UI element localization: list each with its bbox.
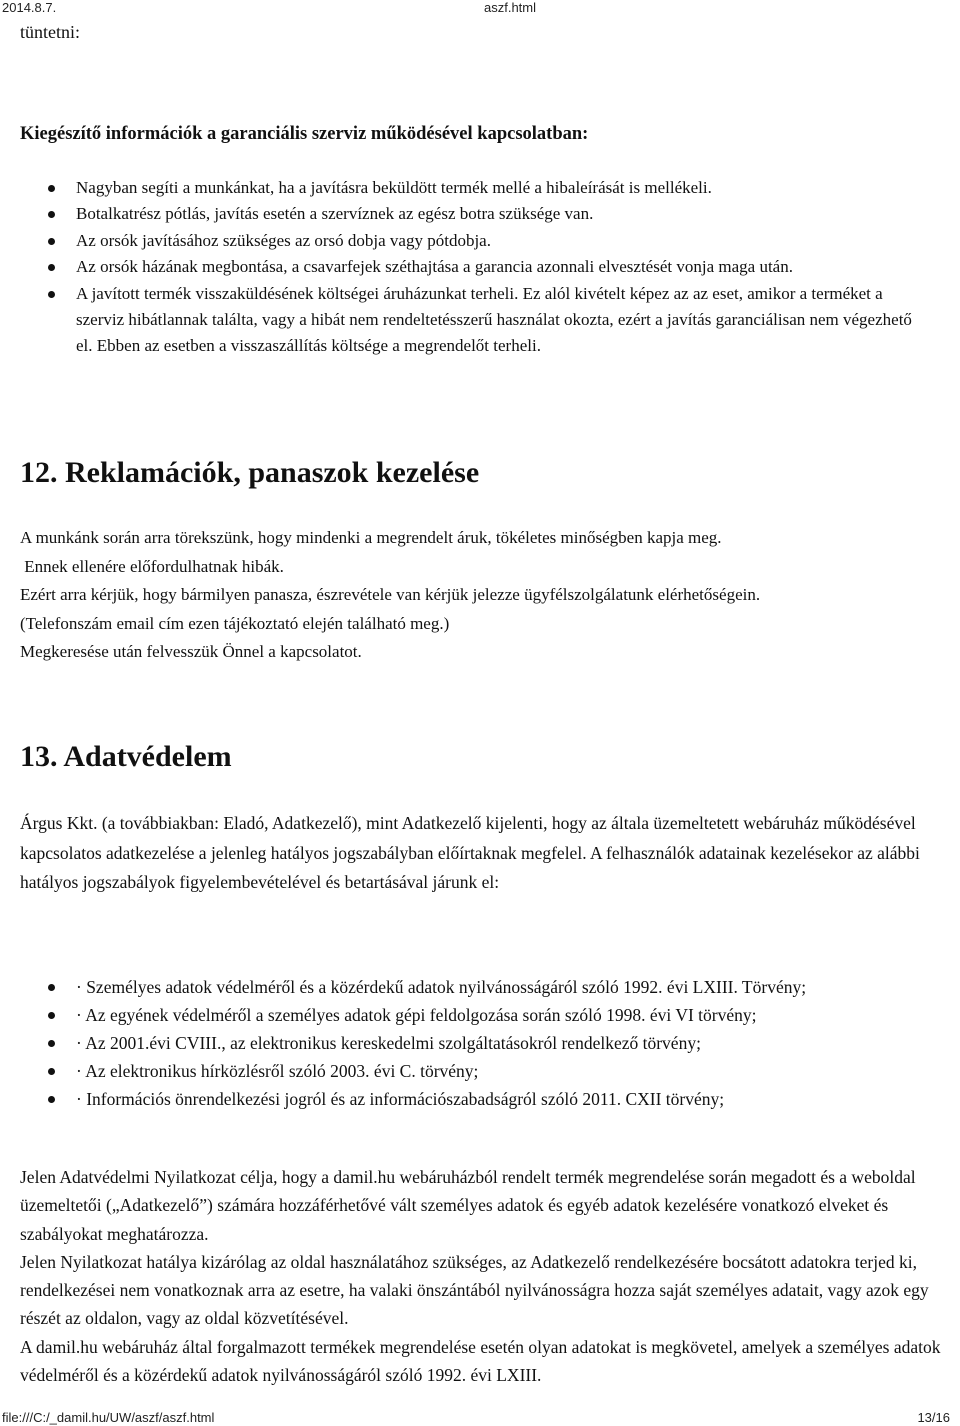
list-item: · Az 2001.évi CVIII., az elektronikus kereskedelmi szolgáltatásokról rendelkező törvény; <box>0 1029 920 1057</box>
body-line: Ezért arra kérjük, hogy bármilyen panasza, észrevétele van kérjük jelezze ügyfélszolgálatunk elérhetőségein. <box>20 585 761 604</box>
page-header <box>0 0 960 14</box>
list-item: Nagyban segíti a munkánkat, ha a javításra beküldött termék mellé a hibaleírását is mellékeli. <box>0 175 950 201</box>
body-paragraph: Jelen Nyilatkozat hatálya kizárólag az oldal használatához szükséges, az Adatkezelő rendelkezésére bocsátott adatokra terjed ki, rendelkezései nem vonatkoznak arra az esetre, ha valaki önszántából nyilvánosságra hozza saját személyes adatait, vagy azok egy részét az oldalon, vagy az oldal közvetítésével. <box>20 1251 929 1329</box>
list-item: · Információs önrendelkezési jogról és az információszabadságról szóló 2011. CXII törvény; <box>0 1085 920 1113</box>
body-line: A munkánk során arra törekszünk, hogy mindenki a megrendelt áruk, tökéletes minőségben kapja meg. <box>20 528 722 547</box>
body-paragraph: A damil.hu webáruház által forgalmazott termékek megrendelése esetén olyan adatokat is megkövetel, amelyek a személyes adatok védelméről és a közérdekű adatok nyilvánosságáról szóló 1992. évi LXIII. <box>20 1336 941 1386</box>
laws-list <box>0 973 920 1113</box>
body-line: Megkeresése után felvesszük Önnel a kapcsolatot. <box>20 642 362 661</box>
list-item: Az orsók házának megbontása, a csavarfejek széthajtása a garancia azonnali elvesztését vonja maga után. <box>0 254 950 280</box>
body-line: (Telefonszám email cím ezen tájékoztató elején található meg.) <box>20 613 450 633</box>
list-item: · Az elektronikus hírközlésről szóló 2003. évi C. törvény; <box>0 1057 920 1085</box>
section-12-body <box>20 524 940 667</box>
list-item: · Az egyének védelméről a személyes adatok gépi feldolgozása során szóló 1998. évi VI törvény; <box>0 1001 920 1029</box>
page-number: 13/16 <box>917 1410 950 1425</box>
list-item: A javított termék visszaküldésének költségei áruházunkat terheli. Ez alól kivételt képez az az eset, amikor a terméket a szerviz hibátlannak találta, vagy a hibát nem rendeltetésszerű használat okozta, ezért a javítás garanciálisan nem végezhető el. Ebben az esetben a visszaszállítás költsége a megrendelőt terheli. <box>0 281 950 360</box>
header-title: aszf.html <box>484 0 537 15</box>
header-date: 2014.8.7. <box>2 0 57 15</box>
list-item: · Személyes adatok védelméről és a közérdekű adatok nyilvánosságáról szóló 1992. évi LXIII. Törvény; <box>0 973 920 1001</box>
section-13-title: 13. Adatvédelem <box>20 740 232 773</box>
section-13-paragraphs <box>20 1163 945 1389</box>
page-footer <box>0 1410 960 1424</box>
guarantee-heading: Kiegészítő információk a garanciális szerviz működésével kapcsolatban: <box>20 124 589 144</box>
body-paragraph: Jelen Adatvédelmi Nyilatkozat célja, hogy a damil.hu webáruházból rendelt termék megrendelése során megadott és a weboldal üzemeltetői („Adatkezelő”) számára hozzáférhetővé vált személyes adatok és egyéb adatok kezelésére vonatkozó elveket és szabályokat meghatározza. <box>20 1167 916 1244</box>
body-line: Ennek ellenére előfordulhatnak hibák. <box>20 556 284 576</box>
guarantee-list <box>0 175 950 360</box>
list-item: Az orsók javításához szükséges az orsó dobja vagy pótdobja. <box>0 228 950 254</box>
list-item: Botalkatrész pótlás, javítás esetén a szervíznek az egész botra szüksége van. <box>0 201 950 227</box>
intro-text: tüntetni: <box>20 22 80 42</box>
section-12-title: 12. Reklamációk, panaszok kezelése <box>20 456 480 489</box>
section-13-intro: Árgus Kkt. (a továbbiakban: Eladó, Adatkezelő), mint Adatkezelő kijelenti, hogy az általa üzemeltetett webáruház működésével kapcsolatos adatkezelése a jelenleg hatályos jogszabályban előírtaknak megfelel. A felhasználók adatainak kezelésekor az alábbi hatályos jogszabályok figyelembevételével és betartásával járunk el: <box>20 813 920 892</box>
footer-path: file:///C:/_damil.hu/UW/aszf/aszf.html <box>2 1410 215 1425</box>
